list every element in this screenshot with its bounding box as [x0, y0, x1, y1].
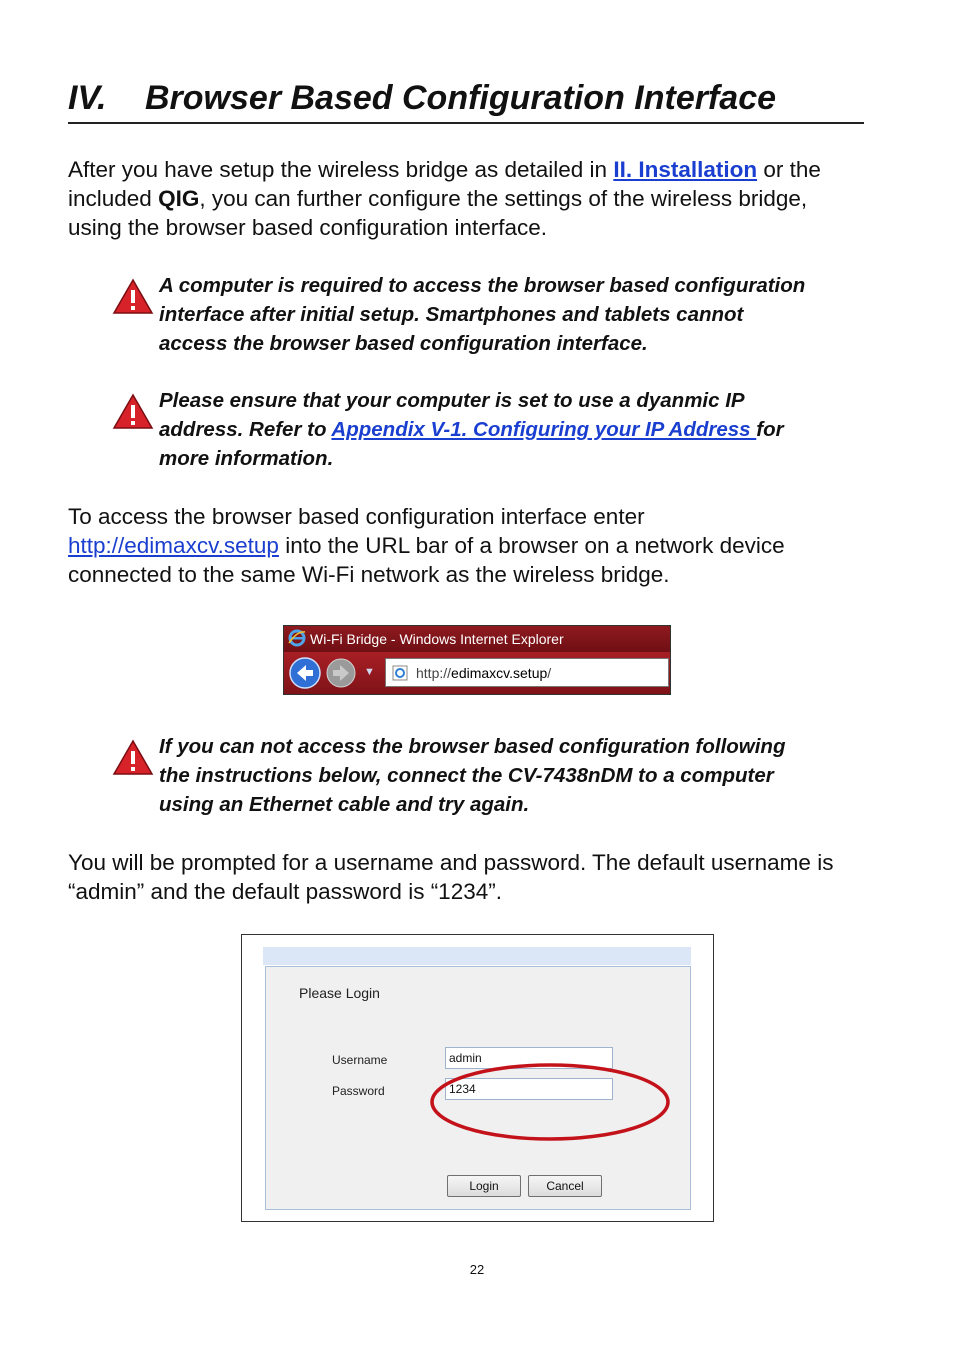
- installation-link[interactable]: II. Installation: [613, 157, 758, 182]
- warning-line: access the browser based configuration interface.: [159, 332, 648, 355]
- warning-icon: [112, 393, 154, 431]
- login-title: Please Login: [299, 985, 380, 1001]
- login-panel: [265, 966, 691, 1210]
- access-line: [68, 531, 888, 560]
- appendix-link[interactable]: Appendix V-1. Configuring your IP Address: [331, 418, 757, 441]
- password-label: Password: [332, 1084, 385, 1098]
- browser-screenshot: [283, 625, 671, 695]
- login-screenshot: [241, 934, 714, 1222]
- browser-title-bar: [284, 626, 670, 652]
- warning-line: [159, 415, 839, 444]
- intro-text: included: [68, 186, 159, 211]
- warning-note-dynamic-ip: [159, 386, 839, 473]
- highlight-oval: [429, 1061, 675, 1143]
- warning-line: A computer is required to access the browser based configuration: [159, 274, 806, 297]
- url-prefix: http://: [416, 665, 452, 681]
- warning-line: interface after initial setup. Smartphones and tablets cannot: [159, 303, 744, 326]
- warning-line: If you can not access the browser based configuration following: [159, 735, 786, 758]
- intro-paragraph: [68, 155, 888, 242]
- section-title: Browser Based Configuration Interface: [145, 79, 777, 117]
- intro-line-2: [68, 184, 888, 213]
- username-input[interactable]: admin: [445, 1047, 613, 1069]
- address-bar[interactable]: [385, 658, 669, 687]
- page-number: 22: [469, 1262, 485, 1277]
- warning-note-computer-required: [159, 271, 839, 358]
- browser-nav-bar: [284, 652, 670, 694]
- warning-line: the instructions below, connect the CV-7438nDM to a computer: [159, 764, 774, 787]
- intro-text: or the: [757, 157, 821, 182]
- username-label: Username: [332, 1053, 388, 1067]
- url-host: edimaxcv.setup: [451, 665, 548, 681]
- cancel-button[interactable]: Cancel: [528, 1175, 602, 1197]
- credentials-line: You will be prompted for a username and password. The default username is: [68, 850, 834, 875]
- warning-line: Please ensure that your computer is set to use a dyanmic IP: [159, 389, 745, 412]
- intro-text: After you have setup the wireless bridge as detailed in: [68, 157, 614, 182]
- access-line: To access the browser based configuration interface enter: [68, 504, 645, 529]
- forward-arrow-icon[interactable]: [325, 657, 357, 689]
- qig-term: QIG: [158, 186, 200, 211]
- login-header-bar: [263, 947, 691, 965]
- section-number: IV.: [68, 79, 107, 117]
- warning-line: more information.: [159, 447, 334, 470]
- access-paragraph: [68, 502, 888, 589]
- browser-window-title: Wi-Fi Bridge - Windows Internet Explorer: [310, 631, 564, 647]
- history-dropdown-icon[interactable]: ▼: [364, 666, 375, 678]
- setup-url-link[interactable]: http://edimaxcv.setup: [68, 533, 279, 558]
- credentials-line: “admin” and the default password is “1234”.: [68, 879, 502, 904]
- login-button[interactable]: Login: [447, 1175, 521, 1197]
- back-arrow-icon[interactable]: [289, 657, 321, 689]
- password-input[interactable]: 1234: [445, 1078, 613, 1100]
- intro-line-3: using the browser based configuration interface.: [68, 215, 548, 240]
- warning-note-ethernet: [159, 732, 839, 819]
- warning-line: using an Ethernet cable and try again.: [159, 793, 530, 816]
- page-icon: [392, 665, 408, 681]
- access-text: into the URL bar of a browser on a network device: [278, 533, 785, 558]
- access-line: connected to the same Wi-Fi network as the wireless bridge.: [68, 562, 670, 587]
- credentials-paragraph: [68, 848, 888, 906]
- internet-explorer-icon: [288, 629, 306, 647]
- intro-text: , you can further configure the settings of the wireless bridge,: [199, 186, 808, 211]
- warning-text: for: [756, 418, 784, 441]
- intro-line-1: [68, 155, 888, 184]
- warning-icon: [112, 739, 154, 777]
- warning-icon: [112, 278, 154, 316]
- url-suffix: /: [547, 665, 552, 681]
- warning-text: address. Refer to: [159, 418, 332, 441]
- section-heading: [68, 76, 864, 124]
